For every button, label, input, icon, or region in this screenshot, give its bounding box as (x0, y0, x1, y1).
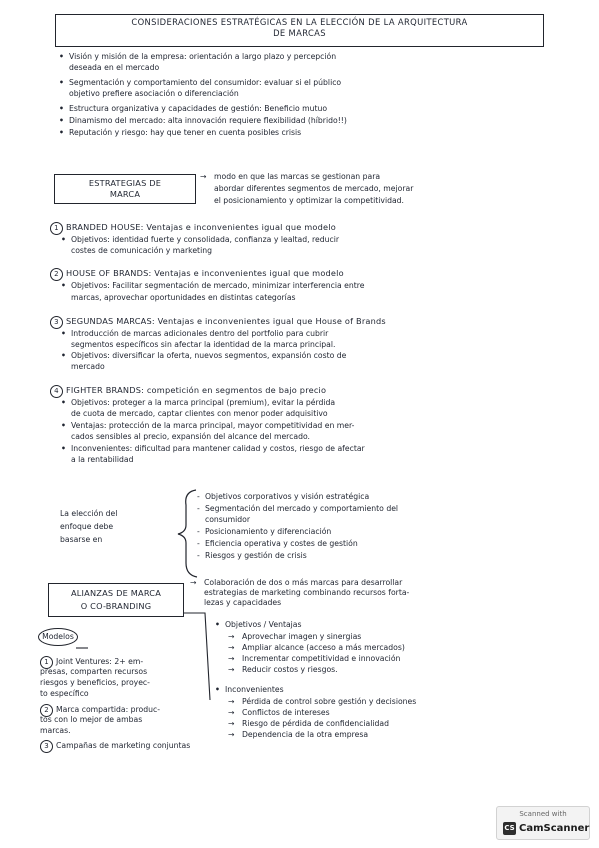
modelos-label-oval (38, 628, 78, 646)
intro-bullet: • Reputación y riesgo: hay que tener en cuenta posibles crisis (58, 128, 568, 140)
eleccion-left (60, 507, 180, 546)
alianzas-box-line-1: ALIANZAS DE MARCA (70, 588, 162, 598)
section-line: de cuota de mercado, captar clientes con menor poder adquisitivo (71, 409, 328, 418)
section-number: 1 (50, 222, 63, 235)
eleccion-item: - Riesgos y gestión de crisis (196, 551, 576, 563)
modelo-line: riesgos y beneficios, proyec- (40, 678, 150, 687)
title-line-1: CONSIDERACIONES ESTRATÉGICAS EN LA ELECCIÓN DE LA ARQUITECTURA (131, 17, 468, 27)
eleccion-item-cont: consumidor (205, 515, 251, 524)
eleccion-left-line: La elección del (60, 509, 118, 518)
section-line: • Inconvenientes: dificultad para mantener calidad y costos, riesgo de afectar (60, 444, 575, 455)
modelo-line: presas, comparten recursos (40, 667, 148, 676)
inconvenientes-label: • Inconvenientes (214, 685, 584, 697)
inconveniente-item: → Pérdida de control sobre gestión y decisiones (228, 697, 584, 708)
modelo-line: tos con lo mejor de ambas (40, 715, 143, 724)
camscanner-badge (496, 806, 590, 840)
objetivo-item: → Reducir costos y riesgos. (228, 665, 584, 676)
inconveniente-item: → Dependencia de la otra empresa (228, 730, 584, 741)
modelo-number: 2 (40, 704, 53, 717)
modelos-list (40, 656, 210, 751)
section-fighter-brands (50, 385, 575, 466)
section-line: • Objetivos: identidad fuerte y consolidada, confianza y lealtad, reducir (60, 235, 570, 246)
section-segundas-marcas (50, 316, 570, 373)
section-line: mercado (71, 362, 105, 371)
intro-bullet: • Estructura organizativa y capacidades de gestión: Beneficio mutuo (58, 104, 568, 116)
objetivos-label: • Objetivos / Ventajas (214, 620, 584, 632)
eleccion-item: - Posicionamiento y diferenciación (196, 527, 576, 539)
eleccion-brace (178, 490, 197, 577)
objetivo-item: → Aprovechar imagen y sinergias (228, 632, 584, 643)
eleccion-item: - Eficiencia operativa y costes de gestión (196, 539, 576, 551)
modelo-line: to específico (40, 689, 89, 698)
eleccion-left-line: enfoque debe (60, 522, 114, 531)
objetivo-item: → Ampliar alcance (acceso a más mercados) (228, 643, 584, 654)
intro-bullet-cont: objetivo prefiere asociación o diferenciación (69, 89, 239, 98)
camscanner-logo-icon: CS (503, 822, 516, 835)
estrategias-def-line: abordar diferentes segmentos de mercado, mejorar (214, 184, 414, 193)
section-heading: HOUSE OF BRANDS: Ventajas e inconvenientes igual que modelo (66, 268, 344, 278)
section-house-of-brands (50, 268, 570, 304)
section-heading: SEGUNDAS MARCAS: Ventajas e inconvenientes igual que House of Brands (66, 316, 386, 326)
estrategias-def-line: → modo en que las marcas se gestionan para (200, 172, 580, 184)
modelo-line: Marca compartida: produc- (56, 705, 160, 714)
intro-bullet-cont: deseada en el mercado (69, 63, 160, 72)
estrategias-def-line: el posicionamiento y optimizar la competitividad. (214, 196, 404, 205)
estrategias-box-line-2: MARCA (109, 189, 141, 199)
inconveniente-item: → Riesgo de pérdida de confidencialidad (228, 719, 584, 730)
title-box (55, 14, 544, 47)
section-number: 2 (50, 268, 63, 281)
modelo-line: Joint Ventures: 2+ em- (56, 657, 144, 666)
section-line: • Introducción de marcas adicionales dentro del portfolio para cubrir (60, 329, 570, 340)
section-line: cados sensibles al precio, expansión del alcance del mercado. (71, 432, 310, 441)
section-number: 4 (50, 385, 63, 398)
section-line: • Objetivos: proteger a la marca principal (premium), evitar la pérdida (60, 398, 575, 409)
intro-bullet: • Dinamismo del mercado: alta innovación requiere flexibilidad (híbrido!!) (58, 116, 568, 128)
estrategias-box-line-1: ESTRATEGIAS DE (88, 178, 162, 188)
alianzas-box (48, 583, 184, 617)
eleccion-list (196, 492, 576, 563)
intro-list (58, 52, 568, 140)
section-line: • Objetivos: Facilitar segmentación de mercado, minimizar interferencia entre (60, 281, 570, 293)
alianzas-box-line-2: O CO-BRANDING (80, 601, 152, 611)
eleccion-item: - Segmentación del mercado y comportamiento del (196, 504, 576, 515)
modelo-line: Campañas de marketing conjuntas (56, 741, 191, 750)
alianzas-def-line: → Colaboración de dos o más marcas para desarrollar (190, 578, 580, 588)
eleccion-item: - Objetivos corporativos y visión estratégica (196, 492, 576, 504)
section-line: segmentos específicos sin afectar la identidad de la marca principal. (71, 340, 336, 349)
alianzas-inconvenientes (214, 685, 584, 741)
intro-bullet: • Segmentación y comportamiento del consumidor: evaluar si el público (58, 78, 568, 89)
camscanner-text: CamScanner (519, 823, 590, 834)
modelo-line: marcas. (40, 726, 71, 735)
estrategias-box (54, 174, 196, 204)
estrategias-definition (200, 172, 580, 208)
section-heading: FIGHTER BRANDS: competición en segmentos de bajo precio (66, 385, 327, 395)
intro-bullet: • Visión y misión de la empresa: orientación a largo plazo y percepción (58, 52, 568, 63)
title-line-2: DE MARCAS (273, 27, 326, 38)
section-line: marcas, aprovechar oportunidades en distintas categorías (71, 293, 296, 302)
alianzas-definition (190, 578, 580, 608)
alianzas-def-line: lezas y capacidades (204, 598, 282, 607)
objetivo-item: → Incrementar competitividad e innovación (228, 654, 584, 665)
modelo-number: 1 (40, 656, 53, 669)
inconveniente-item: → Conflictos de intereses (228, 708, 584, 719)
section-line: • Objetivos: diversificar la oferta, nuevos segmentos, expansión costo de (60, 351, 570, 362)
section-line: costes de comunicación y marketing (71, 246, 212, 255)
section-line: • Ventajas: protección de la marca principal, mayor competitividad en mer- (60, 421, 575, 432)
alianzas-objetivos (214, 620, 584, 676)
section-number: 3 (50, 316, 63, 329)
section-line: a la rentabilidad (71, 455, 134, 464)
scanned-with-text: Scanned with (519, 810, 567, 818)
modelos-label: Modelos (42, 632, 74, 641)
alianzas-def-line: estrategias de marketing combinando recursos forta- (204, 588, 410, 597)
modelo-number: 3 (40, 740, 53, 753)
eleccion-left-line: basarse en (60, 535, 103, 544)
section-branded-house (50, 222, 570, 257)
section-heading: BRANDED HOUSE: Ventajas e inconvenientes igual que modelo (66, 222, 336, 232)
